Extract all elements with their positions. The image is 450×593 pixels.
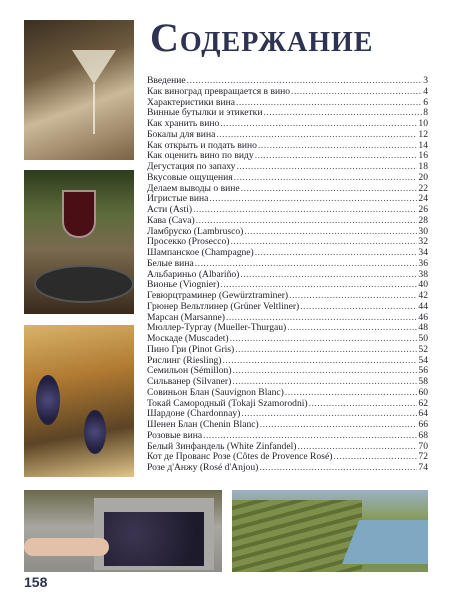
toc-entry-title: Токай Самородный (Tokaji Szamorodni) <box>147 397 308 409</box>
toc-entry-page: 24 <box>418 193 428 205</box>
toc-leader-dots <box>223 356 418 367</box>
toc-entry-title: Просекко (Prosecco) <box>147 236 230 248</box>
toc-entry-page: 28 <box>418 214 428 226</box>
toc-entry-title: Как оценить вино по виду <box>147 150 254 162</box>
toc-entry-page: 14 <box>418 139 428 151</box>
toc-leader-dots <box>287 323 417 334</box>
toc-entry-page: 20 <box>418 171 428 183</box>
toc-entry <box>147 388 428 399</box>
toc-entry-title: Розовые вина <box>147 429 203 441</box>
toc-entry <box>147 87 428 98</box>
toc-entry-title: Гевюрцтраминер (Gewürztraminer) <box>147 290 289 301</box>
toc-leader-dots <box>289 291 417 302</box>
toc-entry-page: 72 <box>418 451 428 463</box>
toc-entry-title: Сильванер (Silvaner) <box>147 376 232 387</box>
toc-entry <box>147 431 428 442</box>
toc-entry-title: Белый Зинфандель (White Zinfandel) <box>147 440 297 452</box>
toc-entry-page: 42 <box>418 290 428 301</box>
toc-entry-page: 52 <box>418 343 428 355</box>
toc-entry-title: Дегустация по запаху <box>147 161 236 172</box>
martini-glass-shape <box>72 50 116 84</box>
toc-entry <box>147 216 428 227</box>
toc-leader-dots <box>241 184 418 195</box>
toc-entry-title: Альбариньо (Albariño) <box>147 268 240 280</box>
toc-leader-dots <box>260 420 418 431</box>
photo-vineyard-grapes <box>24 325 134 477</box>
toc-leader-dots <box>216 130 417 141</box>
toc-entry-title: Кот де Прованс Розе (Côtes de Provence Rosé) <box>147 451 333 463</box>
toc-entry-page: 26 <box>418 204 428 215</box>
toc-entry-title: Ламбруско (Lambrusco) <box>147 225 244 237</box>
toc-entry <box>147 259 428 270</box>
toc-leader-dots <box>234 173 418 184</box>
toc-entry-title: Как виноград превращается в вино <box>147 85 291 97</box>
toc-entry-title: Асти (Asti) <box>147 204 193 215</box>
toc-entry-title: Вионье (Viognier) <box>147 279 220 291</box>
toc-entry-page: 40 <box>418 279 428 291</box>
toc-entry-title: Грюнер Вельтлинер (Grüner Veltliner) <box>147 300 300 312</box>
toc-leader-dots <box>236 162 417 173</box>
toc-entry-page: 50 <box>418 333 428 344</box>
toc-entry-page: 58 <box>418 376 428 387</box>
toc-entry <box>147 130 428 141</box>
toc-entry-title: Рислинг (Riesling) <box>147 354 222 366</box>
toc-leader-dots <box>300 302 417 313</box>
toc-entry-page: 12 <box>418 128 428 140</box>
toc-entry-page: 18 <box>418 161 428 172</box>
grape-cluster-shape <box>36 375 60 425</box>
photo-wine-and-food <box>24 170 134 314</box>
toc-leader-dots <box>230 334 418 345</box>
toc-entry-page: 16 <box>418 150 428 162</box>
toc-entry-title: Кава (Cava) <box>147 214 195 226</box>
toc-entry-title: Пино Гри (Pinot Gris) <box>147 343 235 355</box>
toc-leader-dots <box>241 409 417 420</box>
toc-entry-title: Розе д'Анжу (Rosé d'Anjou) <box>147 462 259 473</box>
toc-entry-title: Шампанское (Champagne) <box>147 247 254 258</box>
toc-leader-dots <box>309 399 418 410</box>
toc-entry-page: 62 <box>418 397 428 409</box>
toc-entry-title: Игристые вина <box>147 193 209 205</box>
toc-entry-title: Марсан (Marsanne) <box>147 311 225 323</box>
photo-terraced-vineyard <box>232 490 428 572</box>
toc-entry-title: Характеристики вина <box>147 96 235 108</box>
toc-entry-page: 6 <box>423 96 428 108</box>
toc-entry-title: Вкусовые ощущения <box>147 171 233 183</box>
toc-entry-page: 44 <box>418 300 428 312</box>
toc-entry-page: 60 <box>418 386 428 398</box>
plate-shape <box>34 265 134 303</box>
toc-entry-title: Как открыть и подать вино <box>147 139 257 151</box>
toc-entry-page: 32 <box>418 236 428 248</box>
harvested-grapes-shape <box>104 512 204 566</box>
toc-leader-dots <box>220 119 417 130</box>
toc-entry-page: 8 <box>423 107 428 119</box>
toc-entry-title: Белые вина <box>147 257 194 269</box>
terraces-shape <box>232 500 362 572</box>
toc-entry-title: Как хранить вино <box>147 118 220 129</box>
toc-entry-page: 3 <box>423 75 428 86</box>
toc-entry-page: 4 <box>423 85 428 97</box>
toc-leader-dots <box>203 431 417 442</box>
toc-entry-page: 38 <box>418 268 428 280</box>
toc-leader-dots <box>333 452 417 463</box>
toc-entry-page: 10 <box>418 118 428 129</box>
toc-leader-dots <box>230 237 417 248</box>
toc-entry-page: 66 <box>418 419 428 430</box>
toc-entry <box>147 345 428 356</box>
wine-glass-shape <box>62 190 96 238</box>
toc-entry-title: Делаем выводы о вине <box>147 182 240 194</box>
toc-leader-dots <box>258 141 417 152</box>
toc-leader-dots <box>263 108 422 119</box>
toc-entry-title: Шенен Блан (Chenin Blanc) <box>147 419 259 430</box>
toc-leader-dots <box>209 194 417 205</box>
toc-entry-title: Семильон (Sémillon) <box>147 365 232 377</box>
toc-entry-title: Шардоне (Chardonnay) <box>147 408 241 420</box>
toc-leader-dots <box>193 205 417 216</box>
toc-leader-dots <box>195 259 418 270</box>
toc-entry-page: 68 <box>418 429 428 441</box>
toc-leader-dots <box>259 463 417 474</box>
toc-entry-page: 70 <box>418 440 428 452</box>
toc-leader-dots <box>236 98 422 109</box>
toc-leader-dots <box>233 366 418 377</box>
toc-leader-dots <box>255 248 418 259</box>
page-title: Содержание <box>150 15 374 60</box>
toc-entry-page: 64 <box>418 408 428 420</box>
toc-entry-page: 56 <box>418 365 428 377</box>
toc-leader-dots <box>235 345 417 356</box>
toc-entry-title: Совиньон Блан (Sauvignon Blanc) <box>147 386 284 398</box>
photo-grape-harvest <box>24 490 222 572</box>
hand-shape <box>24 538 109 556</box>
toc-entry-page: 34 <box>418 247 428 258</box>
toc-entry-title: Мюллер-Тургау (Mueller-Thurgau) <box>147 322 287 334</box>
martini-stem-shape <box>93 84 95 134</box>
toc-entry <box>147 173 428 184</box>
toc-leader-dots <box>255 151 418 162</box>
toc-entry-title: Москаде (Muscadet) <box>147 333 229 344</box>
page-number: 158 <box>24 574 48 590</box>
table-of-contents <box>147 76 428 474</box>
toc-entry-page: 46 <box>418 311 428 323</box>
toc-entry-title: Бокалы для вина <box>147 128 216 140</box>
toc-entry-page: 22 <box>418 182 428 194</box>
photo-martini <box>24 20 134 160</box>
toc-entry-page: 54 <box>418 354 428 366</box>
toc-leader-dots <box>240 270 417 281</box>
toc-entry-page: 74 <box>418 462 428 473</box>
grape-cluster-shape <box>84 410 106 454</box>
toc-leader-dots <box>244 227 417 238</box>
toc-leader-dots <box>196 216 418 227</box>
toc-entry-title: Введение <box>147 75 186 86</box>
toc-entry-title: Винные бутылки и этикетки <box>147 107 263 119</box>
toc-entry <box>147 302 428 313</box>
toc-leader-dots <box>291 87 422 98</box>
toc-entry-page: 36 <box>418 257 428 269</box>
toc-entry-page: 30 <box>418 225 428 237</box>
toc-leader-dots <box>285 388 418 399</box>
toc-entry-page: 48 <box>418 322 428 334</box>
toc-entry <box>147 463 428 474</box>
